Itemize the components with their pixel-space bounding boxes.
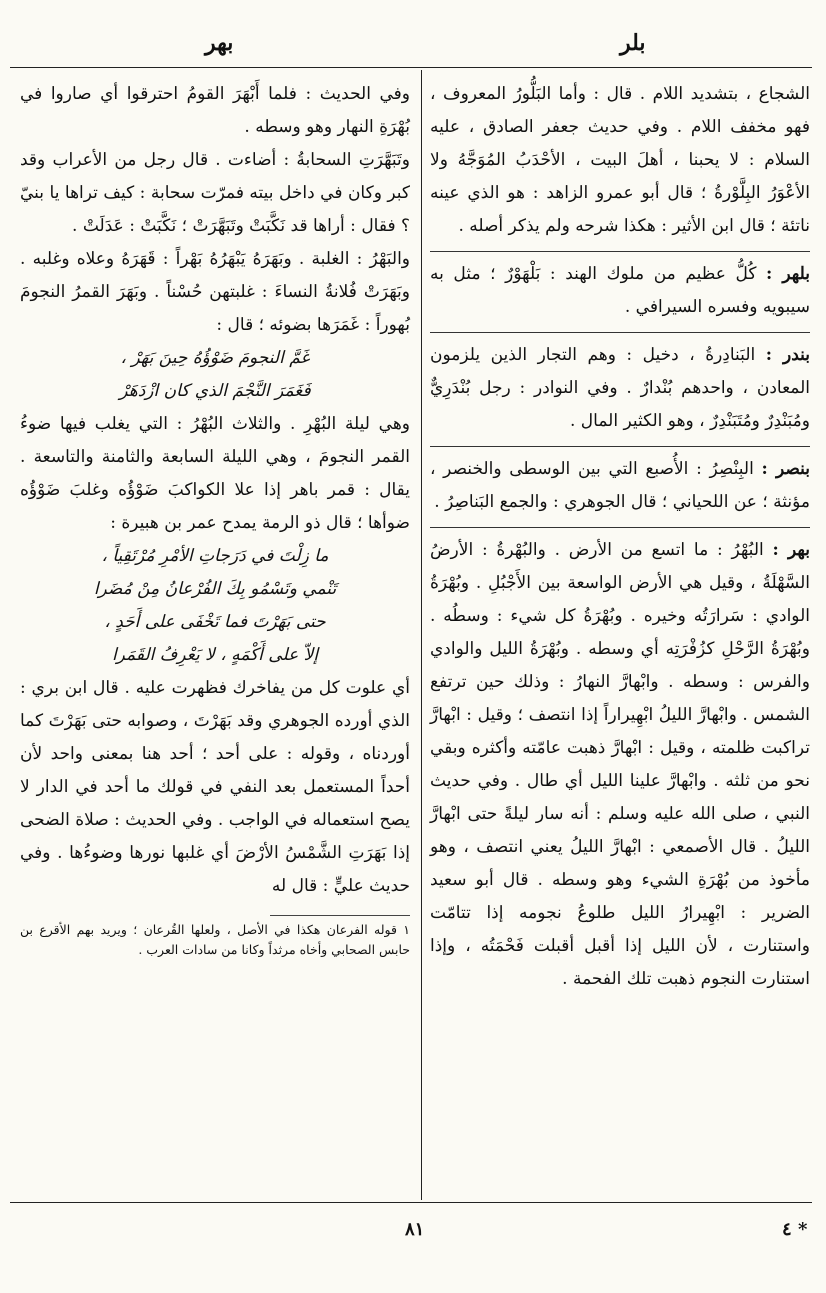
verse-line: فَغَمَرَ النَّجْمَ الذي كان ازْدَهَرْ [119, 381, 311, 401]
right-column [430, 78, 810, 996]
verse-line: حتى بَهَرْتَ فما تَخْفَى على أَحَدٍ ، [104, 612, 326, 632]
paragraph: وتَبَهَّرَتِ السحابةُ : أضاءت . قال رجل من الأعراب وقد كبر وكان في داخل بيته فمرّت سحابة : كيف تراها يا بنيّ ؟ فقال : أراها قد نَكَّبَتْ وتَبَهَّرَتْ ؛ نَكَّبَتْ : عَدَلَتْ . [20, 150, 410, 236]
headword-bhr: بهر : [772, 540, 810, 560]
verse-line: ما زِلْتَ في دَرَجاتِ الأمْرِ مُرْتَقِياً ، [101, 546, 329, 566]
entry-separator [430, 251, 810, 252]
entry-bndr-text: البَنادِرةُ ، دخيل : وهم التجار الذين يلزمون المعادن ، واحدهم بُنْدارٌ . وفي النوادر : رجل بُنْدَرِيٌّ ومُبَنْدِرٌ ومُتَبَنْدِرٌ ، وهو الكثير المال . [430, 345, 810, 431]
verse-line: غَمَّ النجومَ ضَوْؤُهُ حِينَ بَهَرْ ، [120, 348, 310, 368]
footnote-rule [270, 915, 410, 916]
entry-bhr [430, 534, 810, 996]
entry-separator [430, 527, 810, 528]
paragraph: والبَهْرُ : الغلبة . وبَهَرَهُ يَبْهَرُهُ بَهْراً : قَهَرَهُ وعلاه وغلبه . وبَهَرَتْ فُلانةُ النساءَ : غلبتهن حُسْناً . وبَهَرَ القمرُ النجومَ بُهوراً : غَمَرَها بضوئه ؛ قال : [20, 249, 410, 335]
header-rule [10, 67, 812, 68]
entry-bnsr [430, 453, 810, 519]
entry-bhr-text: البُهْرُ : ما اتسع من الأرض . والبُهْرةُ : الأرضُ السَّهْلَةُ ، وقيل هي الأرض الواسعة بين الأَجْبُلِ . وبُهْرَةُ الوادي : سَرارَتُه وخيره . وبُهْرَةُ كل شيء : وسطُه . وبُهْرَةُ الرَّحْلِ كزُفْرَتِه أي وسطه . وبُهْرَةُ الليل والوادي والفرس : وسطه . وابْهارَّ النهارُ : وذلك حين ترتفع الشمس . وابْهارَّ الليلُ ابْهِيراراً إذا انتصف ؛ وقيل : ابْهارَّ تراكبت ظلمته ، وقيل : ابْهارَّ ذهبت عامّته وأكثره وبقي نحو من ثلثه . وابْهارَّ علينا الليل أي طال . وفي حديث النبي ، صلى الله عليه وسلم : أنه سار ليلةً حتى ابْهارَّ الليلُ . قال الأصمعي : ابْهارَّ الليلُ يعني انتصف ، وهو مأخوذ من بُهْرَةِ الشيء وهو وسطه . قال أبو سعيد الضرير : ابْهِيرارُ الليل طلوعُ نجومه إذا تتامّت واستنارت ، لأن الليل إذا أقبل أقبلت فَحْمَتُه ، وإذا استنارت النجوم ذهبت تلك الفحمة . [430, 540, 810, 989]
verse-line: إلاّ على أَكْمَهٍ ، لا يَعْرِفُ القَمَرا [111, 645, 319, 665]
entry-blhwr-text: كُلُّ عظيم من ملوك الهند : بَلْهَوْرٌ ؛ مثل به سيبويه وفسره السيرافي . [430, 264, 810, 317]
headword-bnsr: بنصر : [761, 459, 810, 479]
signature-mark: ٤ * [782, 1219, 808, 1240]
headword-blhwr: بلهر : [766, 264, 811, 284]
page-number: ٨١ [405, 1219, 425, 1240]
paragraph: أي علوت كل من يفاخرك فظهرت عليه . قال ابن بري : الذي أورده الجوهري وقد بَهَرْتَ ، وصوابه حتى بَهَرْتَ كما أوردناه ، وقوله : على أحد ؛ أحد هنا بمعنى واحد لأن أحداً المستعمل بعد النفي في قولك ما أحد في الدار لا يصح استعماله في الواجب . وفي الحديث : صلاة الضحى إذا بَهَرَتِ الشَّمْسُ الأرْضَ أي غلبها نورها وضوءُها . وفي حديث عليٍّ : قال له [20, 678, 410, 896]
entry-bnsr-text: البِنْصِرُ : الأُصبع التي بين الوسطى والخنصر ، مؤنثة ؛ عن اللحياني ؛ قال الجوهري : والجمع البَناصِرُ . [430, 459, 810, 512]
running-head-left: بهر [205, 30, 234, 56]
column-divider [421, 70, 422, 1200]
headword-bndr: بندر : [765, 345, 810, 365]
paragraph: وفي الحديث : فلما أَبْهَرَ القومُ احترقوا أي صاروا في بُهْرَةِ النهار وهو وسطه . [20, 84, 410, 137]
left-column [20, 78, 410, 960]
entry-separator [430, 332, 810, 333]
entry-blhwr [430, 258, 810, 324]
entry-bndr [430, 339, 810, 438]
footer-rule [10, 1202, 812, 1203]
footnote: ١ قوله الفرعان هكذا في الأصل ، ولعلها القُرعان ؛ ويريد بهم الأقرع بن حابس الصحابي وأخاه مرثداً وكانا من سادات العرب . [20, 922, 410, 957]
paragraph: وهي ليلة البُهْرِ . والثلاث البُهْرُ : التي يغلب فيها ضوءُ القمر النجومَ ، وهي الليلة السابعة والثامنة والتاسعة . يقال : قمر باهر إذا علا الكواكبَ ضَوْؤُه وغلبَ ضَوْؤُه ضوأها ؛ قال ذو الرمة يمدح عمر بن هبيرة : [20, 414, 410, 533]
running-head-right: بلر [620, 30, 646, 56]
entry-separator [430, 446, 810, 447]
verse-line: تَنْمي وتَسْمُو بِكَ الفُرْعانُ مِنْ مُضَرا [93, 579, 337, 599]
entry-blr: الشجاع ، بتشديد اللام . قال : وأما البَلُّورُ المعروف ، فهو مخفف اللام . وفي حديث جعفر الصادق ، عليه السلام : لا يحبنا ، أهلَ البيت ، الأحْدَبُ المُوَجَّهُ ولا الأعْوَرُ البِلَّوْرةُ ؛ قال أبو عمرو الزاهد : هو الذي عينه ناتئة ؛ قال ابن الأثير : هكذا شرحه ولم يذكر أصله . [430, 84, 810, 236]
